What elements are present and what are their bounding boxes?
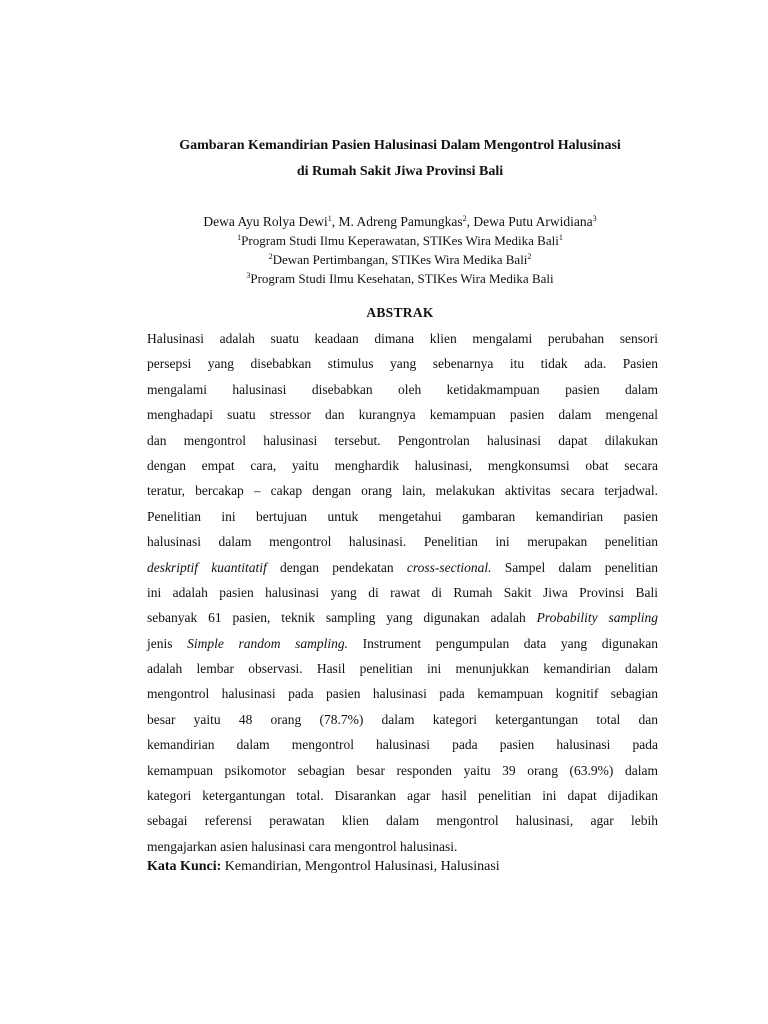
abstract-line [147,808,658,833]
abstract-text: mengontrol halusinasi pada pasien halusinasi pada kemampuan kognitif sebagian [147,686,658,702]
abstract-text: adalah lembar observasi. Hasil penelitian ini menunjukkan kemandirian dalam [147,661,658,677]
keywords-label: Kata Kunci: [147,859,222,874]
abstract-text: Halusinasi adalah suatu keadaan dimana klien mengalami perubahan sensori [147,331,658,346]
paper-title-line-2: di Rumah Sakit Jiwa Provinsi Bali [296,164,504,179]
author-name: M. Adreng Pamungkas [338,214,463,229]
abstract-line [147,580,658,605]
abstract-text: Penelitian ini bertujuan untuk mengetahui gambaran kemandirian pasien [147,508,658,524]
abstract-text: persepsi yang disebabkan stimulus yang sebenarnya itu tidak ada. Pasien [147,356,658,372]
abstract-italic-text: Probability sampling [536,610,658,626]
abstract-line [147,428,658,453]
abstract-italic-text: deskriptif kuantitatif [147,559,267,575]
author-superscript: 3 [592,214,597,223]
abstract-line [147,732,658,757]
abstract-line [147,631,658,656]
abstract-line [147,504,658,529]
abstract-text: halusinasi dalam mengontrol halusinasi. Penelitian ini merupakan penelitian [147,534,658,550]
abstract-text: mengajarkan asien halusinasi cara mengontrol halusinasi. [147,838,458,854]
abstract-line [147,681,658,706]
abstract-text: menghadapi suatu stressor dan kurangnya kemampuan pasien dalam mengenal [147,407,658,423]
abstract-line [147,453,658,478]
abstract-text: sebagai referensi perawatan klien dalam mengontrol halusinasi, agar lebih [147,813,658,829]
abstract-text: dengan pendekatan [266,559,407,575]
abstract-heading: ABSTRAK [366,305,434,320]
abstract-text: ini adalah pasien halusinasi yang di rawat di Rumah Sakit Jiwa Provinsi Bali [147,584,658,600]
abstract-body [147,326,658,859]
abstract-line [147,529,658,554]
author-name: Dewa Putu Arwidiana [473,214,593,229]
abstract-text: besar yaitu 48 orang (78.7%) dalam kategori ketergantungan total dan [147,711,658,727]
affiliation: $^3$Program Studi Ilmu Kesehatan, STIKes Wira Medika Bali [246,271,554,286]
abstract-text: teratur, bercakap – cakap dengan orang lain, melakukan aktivitas secara terjadwal. [147,483,658,499]
author-name: Dewa Ayu Rolya Dewi [203,214,328,229]
abstract-line [147,555,658,580]
abstract-line [147,351,658,376]
affiliation: $^2$Dewan Pertimbangan, STIKes Wira Medika Bali$^2$ [268,252,532,267]
paper-title-line-1: Gambaran Kemandirian Pasien Halusinasi Dalam Mengontrol Halusinasi [179,138,621,153]
abstract-text: mengalami halusinasi disebabkan oleh ketidakmampuan pasien dalam [147,381,658,397]
abstract-line [147,605,658,630]
abstract-text: kemampuan psikomotor sebagian besar responden yaitu 39 orang (63.9%) dalam [147,762,658,778]
abstract-line [147,783,658,808]
keywords-line [147,857,667,877]
author-list: Dewa Ayu Rolya Dewi$^1$, M. Adreng Pamungkas$^2$, Dewa Putu Arwidiana$^3$ [203,214,597,229]
abstract-line [147,402,658,427]
author-superscript: 2 [462,214,467,223]
abstract-text: Instrument pengumpulan data yang digunakan [347,635,659,651]
abstract-text: dengan empat cara, yaitu menghardik halusinasi, mengkonsumsi obat secara [147,457,658,473]
abstract-italic-text: cross-sectional. [406,559,492,575]
abstract-line [147,656,658,681]
abstract-line [147,326,658,351]
abstract-line [147,758,658,783]
abstract-line [147,478,658,503]
author-superscript: 1 [327,214,332,223]
abstract-text: jenis [147,635,188,651]
abstract-text: sebanyak 61 pasien, teknik sampling yang digunakan adalah [147,610,537,626]
abstract-text: dan mengontrol halusinasi tersebut. Pengontrolan halusinasi dapat dilakukan [147,432,658,448]
abstract-line [147,377,658,402]
abstract-text: kategori ketergantungan total. Disarankan agar hasil penelitian ini dapat dijadikan [147,788,658,804]
affiliation: $^1$Program Studi Ilmu Keperawatan, STIKes Wira Medika Bali$^1$ [237,233,563,248]
abstract-line [147,707,658,732]
abstract-text: Sampel dalam penelitian [491,559,658,575]
author-block [100,212,700,288]
abstract-italic-text: Simple random sampling. [187,635,348,651]
abstract-text: kemandirian dalam mengontrol halusinasi pada pasien halusinasi pada [147,737,658,753]
keywords-text: Kemandirian, Mengontrol Halusinasi, Halusinasi [221,859,500,874]
abstract-line [147,834,658,859]
